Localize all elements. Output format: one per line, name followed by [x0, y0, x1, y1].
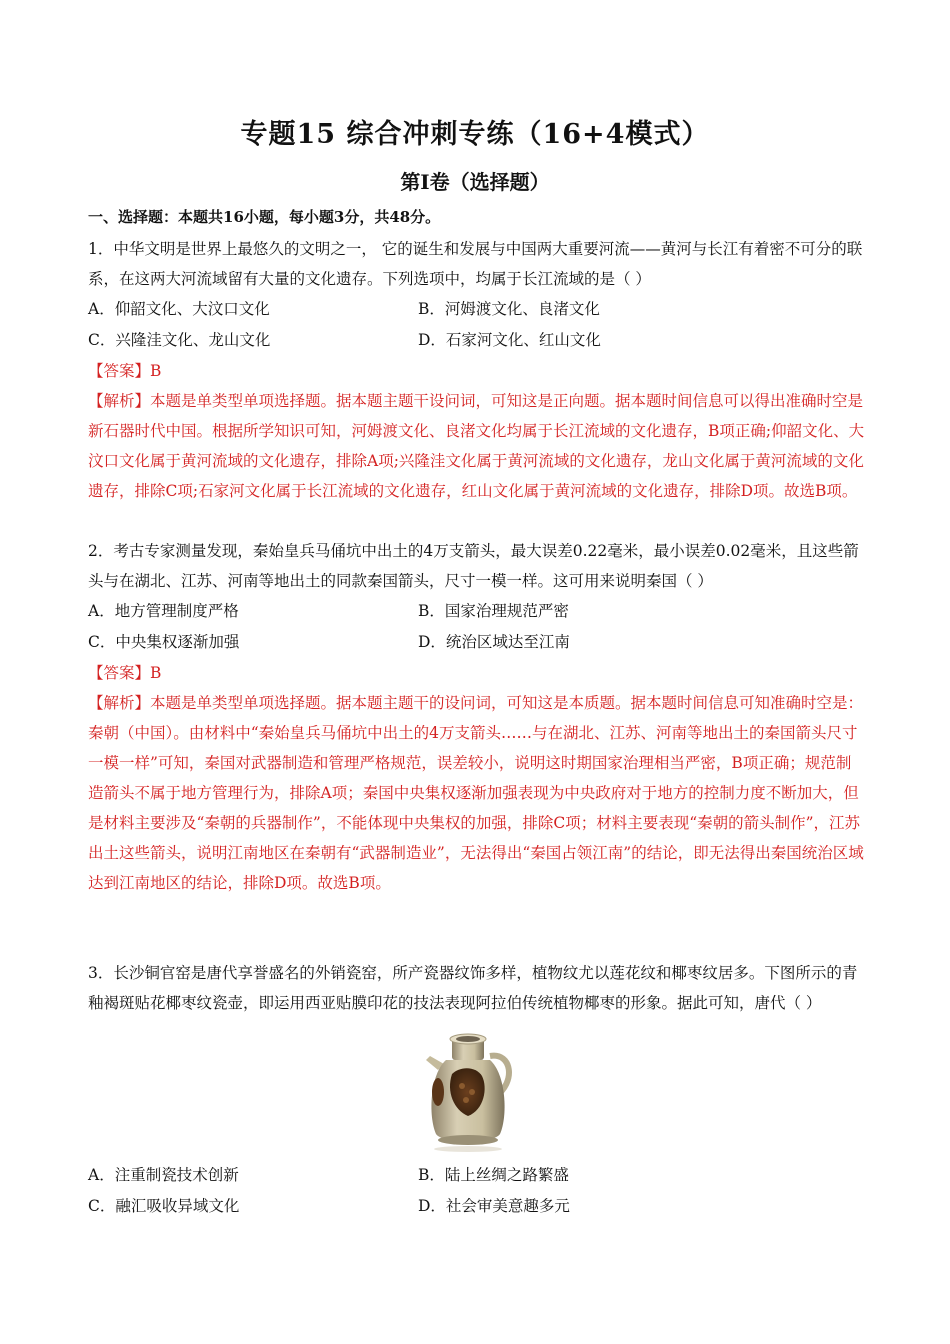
option-d: D．石家河文化、红山文化: [418, 331, 601, 349]
analysis-text: 【解析】本题是单类型单项选择题。据本题主题干的设问词，可知这是本质题。据本题时间信息可知准确时空是：秦朝（中国）。由材料中“秦始皇兵马俑坑中出土的4万支箭头……与在湖北、江苏、河南等地出土的秦国箭头尺寸一模一样”可知，秦国对武器制造和管理严格规范，误差较小，说明这时期国家治理相当严密，B项正确；规范制造箭头不属于地方管理行为，排除A项；秦国中央集权逐渐加强表现为中央政府对于地方的控制力度不断加大，但是材料主要涉及“秦朝的兵器制作”，不能体现中央集权的加强，排除C项；材料主要表现“秦朝的箭头制作”，江苏出土这些箭头，说明江南地区在秦朝有“武器制造业”，无法得出“秦国占领江南”的结论，即无法得出秦国统治区域达到江南地区的结论，排除D项。故选B项。: [88, 694, 864, 892]
question-1: [88, 234, 866, 506]
question-3-options: [88, 1160, 866, 1222]
option-c: C．融汇吸收异域文化: [88, 1197, 240, 1215]
option-d: D．统治区域达至江南: [418, 633, 570, 651]
option-b: B．河姆渡文化、良渚文化: [418, 300, 600, 318]
answer-line: 【答案】B: [88, 362, 162, 380]
option-c: C．兴隆洼文化、龙山文化: [88, 331, 271, 349]
option-a: A．仰韶文化、大汶口文化: [88, 300, 270, 318]
ceramic-ewer-image: [412, 1030, 522, 1152]
question-stem: 2．考古专家测量发现，秦始皇兵马俑坑中出土的4万支箭头，最大误差0.22毫米，最小误差0.02毫米，且这些箭头与在湖北、江苏、河南等地出土的同款秦国箭头，尺寸一模一样。这可用来说明秦国（ ）: [88, 542, 859, 590]
answer-line: 【答案】B: [88, 664, 162, 682]
option-d: D．社会审美意趣多元: [418, 1197, 570, 1215]
question-2: [88, 536, 866, 898]
question-3: [88, 958, 866, 1018]
question-stem: 1．中华文明是世界上最悠久的文明之一， 它的诞生和发展与中国两大重要河流——黄河与长江有着密不可分的联系，在这两大河流域留有大量的文化遗存。下列选项中，均属于长江流域的是（ ）: [88, 240, 863, 288]
question-stem: 3．长沙铜官窑是唐代享誉盛名的外销瓷窑，所产瓷器纹饰多样，植物纹尤以莲花纹和椰枣纹居多。下图所示的青釉褐斑贴花椰枣纹瓷壶，即运用西亚贴膜印花的技法表现阿拉伯传统植物椰枣的形象。据此可知，唐代（ ）: [88, 964, 858, 1012]
page-title: 专题15 综合冲刺专练（16+4模式）: [240, 119, 710, 150]
option-c: C．中央集权逐渐加强: [88, 633, 240, 651]
options-grid: [88, 294, 866, 356]
ewer-illustration: [412, 1030, 522, 1152]
option-a: A．地方管理制度严格: [88, 602, 239, 620]
option-b: B．陆上丝绸之路繁盛: [418, 1166, 569, 1184]
analysis-text: 【解析】本题是单类型单项选择题。据本题主题干设问词，可知这是正向题。据本题时间信息可以得出准确时空是新石器时代中国。根据所学知识可知，河姆渡文化、良渚文化均属于长江流域的文化遗存，B项正确;仰韶文化、大汶口文化属于黄河流域的文化遗存，排除A项;兴隆洼文化属于黄河流域的文化遗存，龙山文化属于黄河流域的文化遗存，排除C项;石家河文化属于长江流域的文化遗存，红山文化属于黄河流域的文化遗存，排除D项。故选B项。: [88, 392, 865, 500]
option-a: A．注重制瓷技术创新: [88, 1166, 239, 1184]
options-grid: [88, 1160, 866, 1222]
option-b: B．国家治理规范严密: [418, 602, 569, 620]
options-grid: [88, 596, 866, 658]
page-subtitle: 第I卷（选择题）: [400, 170, 550, 194]
section-header: 一、选择题：本题共16小题，每小题3分，共48分。: [88, 208, 441, 226]
